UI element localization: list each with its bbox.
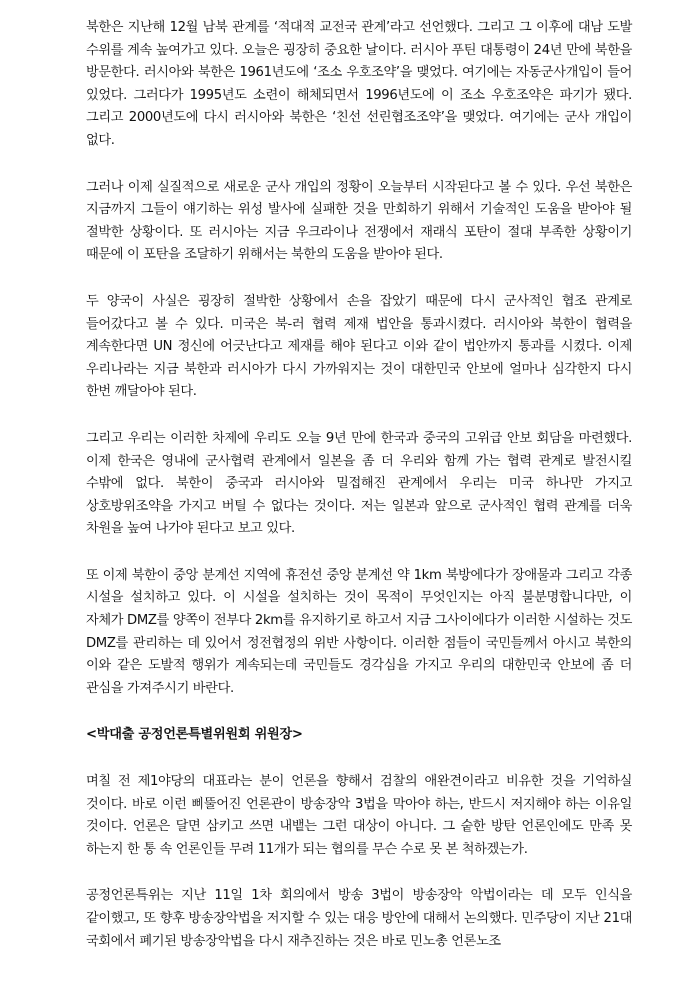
paragraph-5: 또 이제 북한이 중앙 분계선 지역에 휴전선 중앙 분계선 약 1km 북방에다가 장애물과 그리고 각종 시설을 설치하고 있다. 이 시설을 설치하는 것이 목적이 무엇인지는 아직 불분명합니다만, 이 자체가 DMZ를 양쪽이 전부다 2km를 유지하기로 하고서 지금 그사이에다가 이러한 시설하는 것도 DMZ를 관리하는 데 있어서 정전협정의 위반 사항이다. 이러한 점들이 국민들께서 아시고 북한의 이와 같은 도발적 행위가 계속되는데 국민들도 경각심을 가지고 우리의 대한민국 안보에 좀 더 관심을 가져주시기 바란다. <box>86 567 632 696</box>
paragraph-2: 그러나 이제 실질적으로 새로운 군사 개입의 정황이 오늘부터 시작된다고 볼 수 있다. 우선 북한은 지금까지 그들이 얘기하는 위성 발사에 실패한 것을 만회하기 위해서 기술적인 도움을 받아야 될 절박한 상황이다. 또 러시아는 지금 우크라이나 전쟁에서 재래식 포탄이 절대 부족한 상황이기 때문에 이 포탄을 조달하기 위해서는 북한의 도움을 받아야 된다. <box>86 179 632 263</box>
paragraph-1: 북한은 지난해 12월 남북 관계를 ‘적대적 교전국 관계’라고 선언했다. 그리고 그 이후에 대남 도발 수위를 계속 높여가고 있다. 오늘은 굉장히 중요한 날이다. 러시아 푸틴 대통령이 24년 만에 북한을 방문한다. 러시아와 북한은 1961년도에 ‘조소 우호조약’을 맺었다. 여기에는 자동군사개입이 들어 있었다. 그러다가 1995년도 소련이 해체되면서 1996년도에 이 조소 우호조약은 파기가 됐다. 그리고 2000년도에 다시 러시아와 북한은 ‘친선 선린협조조약’을 맺었다. 여기에는 군사 개입이 없다. <box>86 20 632 148</box>
speaker-heading: <박대출 공정언론특별위원회 위원장> <box>86 727 303 743</box>
paragraph-4: 그리고 우리는 이러한 차제에 우리도 오늘 9년 만에 한국과 중국의 고위급 안보 회담을 마련했다. 이제 한국은 영내에 군사협력 관계에서 일본을 좀 더 우리와 함께 가는 협력 관계로 발전시킬 수밖에 없다. 북한이 중국과 러시아와 밀접해진 관계에서 우리는 미국 하나만 가지고 상호방위조약을 가지고 버틸 수 없다는 것이다. 저는 일본과 앞으로 군사적인 협력 관계를 더욱 차원을 높여 나가야 된다고 보고 있다. <box>86 430 632 537</box>
paragraph-3: 두 양국이 사실은 굉장히 절박한 상황에서 손을 잡았기 때문에 다시 군사적인 협조 관계로 들어갔다고 볼 수 있다. 미국은 북-러 협력 제재 법안을 통과시켰다. 러시아와 북한이 협력을 계속한다면 UN 정신에 어긋난다고 제재를 해야 된다고 이와 같이 법안까지 통과를 시켰다. 이제 우리나라는 지금 북한과 러시아가 다시 가까워지는 것이 대한민국 안보에 얼마나 심각한지 다시 한번 깨달아야 된다. <box>86 293 632 400</box>
paragraph-6: 며칠 전 제1야당의 대표라는 분이 언론을 향해서 검찰의 애완견이라고 비유한 것을 기억하실 것이다. 바로 이런 삐뚤어진 언론관이 방송장악 3법을 막아야 하는, 반드시 저지해야 하는 이유일 것이다. 언론은 달면 삼키고 쓰면 내뱉는 그런 대상이 아니다. 그 숱한 방탄 언론인에도 만족 못 하는지 한 통 속 언론인들 무려 11개가 되는 협의를 무슨 수로 못 본 척하겠는가. <box>86 774 632 857</box>
paragraph-7: 공정언론특위는 지난 11일 1차 회의에서 방송 3법이 방송장악 악법이라는 데 모두 인식을 같이했고, 또 향후 방송장악법을 저지할 수 있는 대응 방안에 대해서 논의했다. 민주당이 지난 21대 국회에서 폐기된 방송장악법을 다시 재추진하는 것은 바로 민노총 언론노조 <box>86 888 632 949</box>
